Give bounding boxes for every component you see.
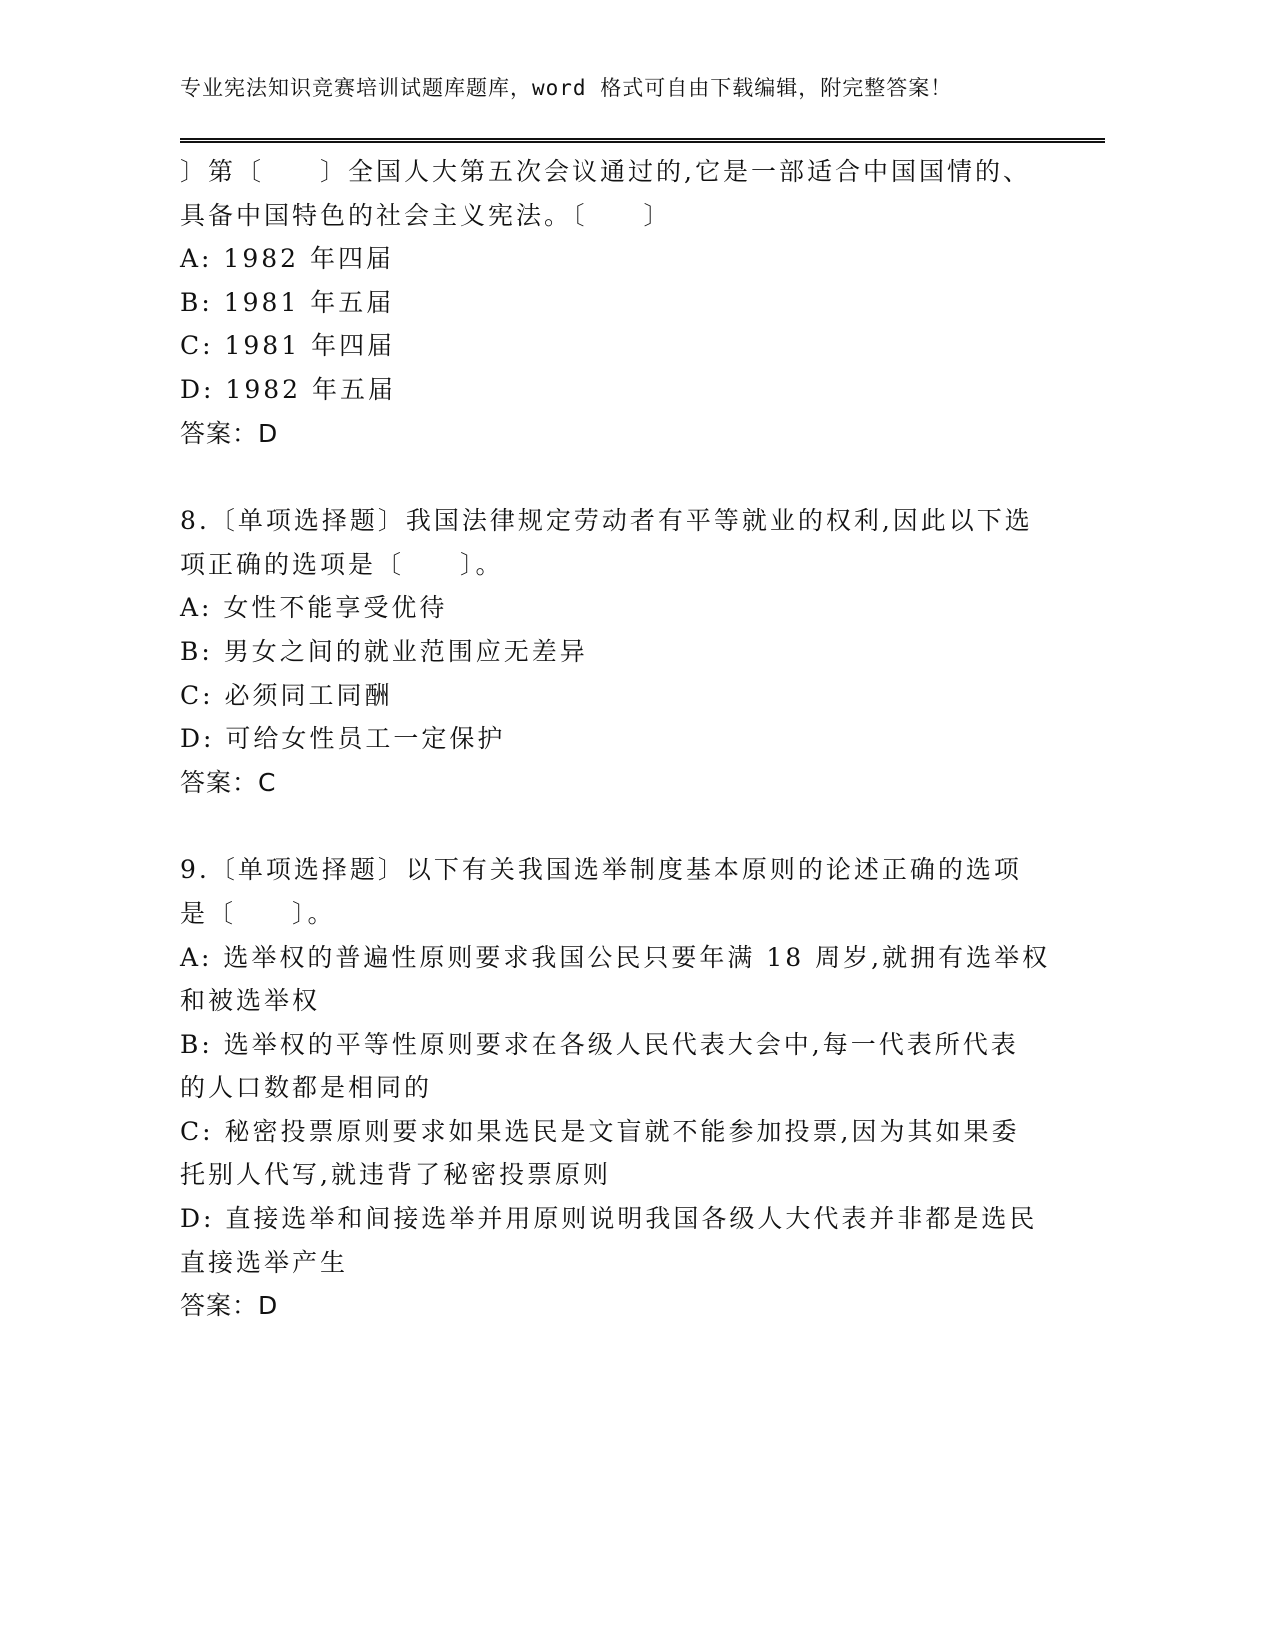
answer-line: 答案：D (180, 418, 279, 448)
option-d: D: 1982 年五届 (180, 374, 396, 404)
option-a: A: 1982 年四届 (180, 244, 394, 274)
option-b: B: 选举权的平等性原则要求在各级人民代表大会中,每一代表所代表 (180, 1029, 1019, 1059)
question-7 (180, 150, 1040, 455)
option-a: A: 女性不能享受优待 (180, 593, 448, 623)
question-stem-line: 项正确的选项是〔 〕。 (180, 549, 504, 579)
option-d: D: 可给女性员工一定保护 (180, 724, 506, 754)
option-b-continued: 的人口数都是相同的 (180, 1073, 433, 1103)
option-a: A: 选举权的普遍性原则要求我国公民只要年满 18 周岁,就拥有选举权 (180, 942, 1051, 972)
question-content (180, 150, 1051, 1328)
question-9 (180, 848, 1051, 1328)
question-stem-line: 具备中国特色的社会主义宪法。〔 〕 (180, 200, 672, 230)
question-stem-line: 9.〔单项选择题〕以下有关我国选举制度基本原则的论述正确的选项 (180, 855, 1022, 885)
option-c: C: 必须同工同酬 (180, 680, 393, 710)
option-c: C: 秘密投票原则要求如果选民是文盲就不能参加投票,因为其如果委 (180, 1116, 1020, 1146)
option-b: B: 男女之间的就业范围应无差异 (180, 636, 588, 666)
question-8 (180, 499, 1040, 804)
answer-line: 答案：C (180, 767, 277, 797)
option-a-continued: 和被选举权 (180, 986, 321, 1016)
option-b: B: 1981 年五届 (180, 287, 395, 317)
option-c-continued: 托别人代写,就违背了秘密投票原则 (180, 1160, 611, 1190)
question-stem-line: 是〔 〕。 (180, 898, 336, 928)
page-header: 专业宪法知识竞赛培训试题库题库，word 格式可自由下载编辑，附完整答案！ (180, 76, 953, 100)
header-divider (180, 138, 1105, 143)
option-c: C: 1981 年四届 (180, 331, 396, 361)
question-stem-line: 8.〔单项选择题〕我国法律规定劳动者有平等就业的权利,因此以下选 (180, 506, 1033, 536)
option-d: D: 直接选举和间接选举并用原则说明我国各级人大代表并非都是选民 (180, 1204, 1038, 1234)
question-stem-line: 〕第〔 〕全国人大第五次会议通过的,它是一部适合中国国情的、 (180, 157, 1031, 186)
spacer (180, 804, 1040, 848)
option-d-continued: 直接选举产生 (180, 1247, 349, 1277)
spacer (180, 455, 1040, 499)
answer-line: 答案：D (180, 1291, 279, 1321)
